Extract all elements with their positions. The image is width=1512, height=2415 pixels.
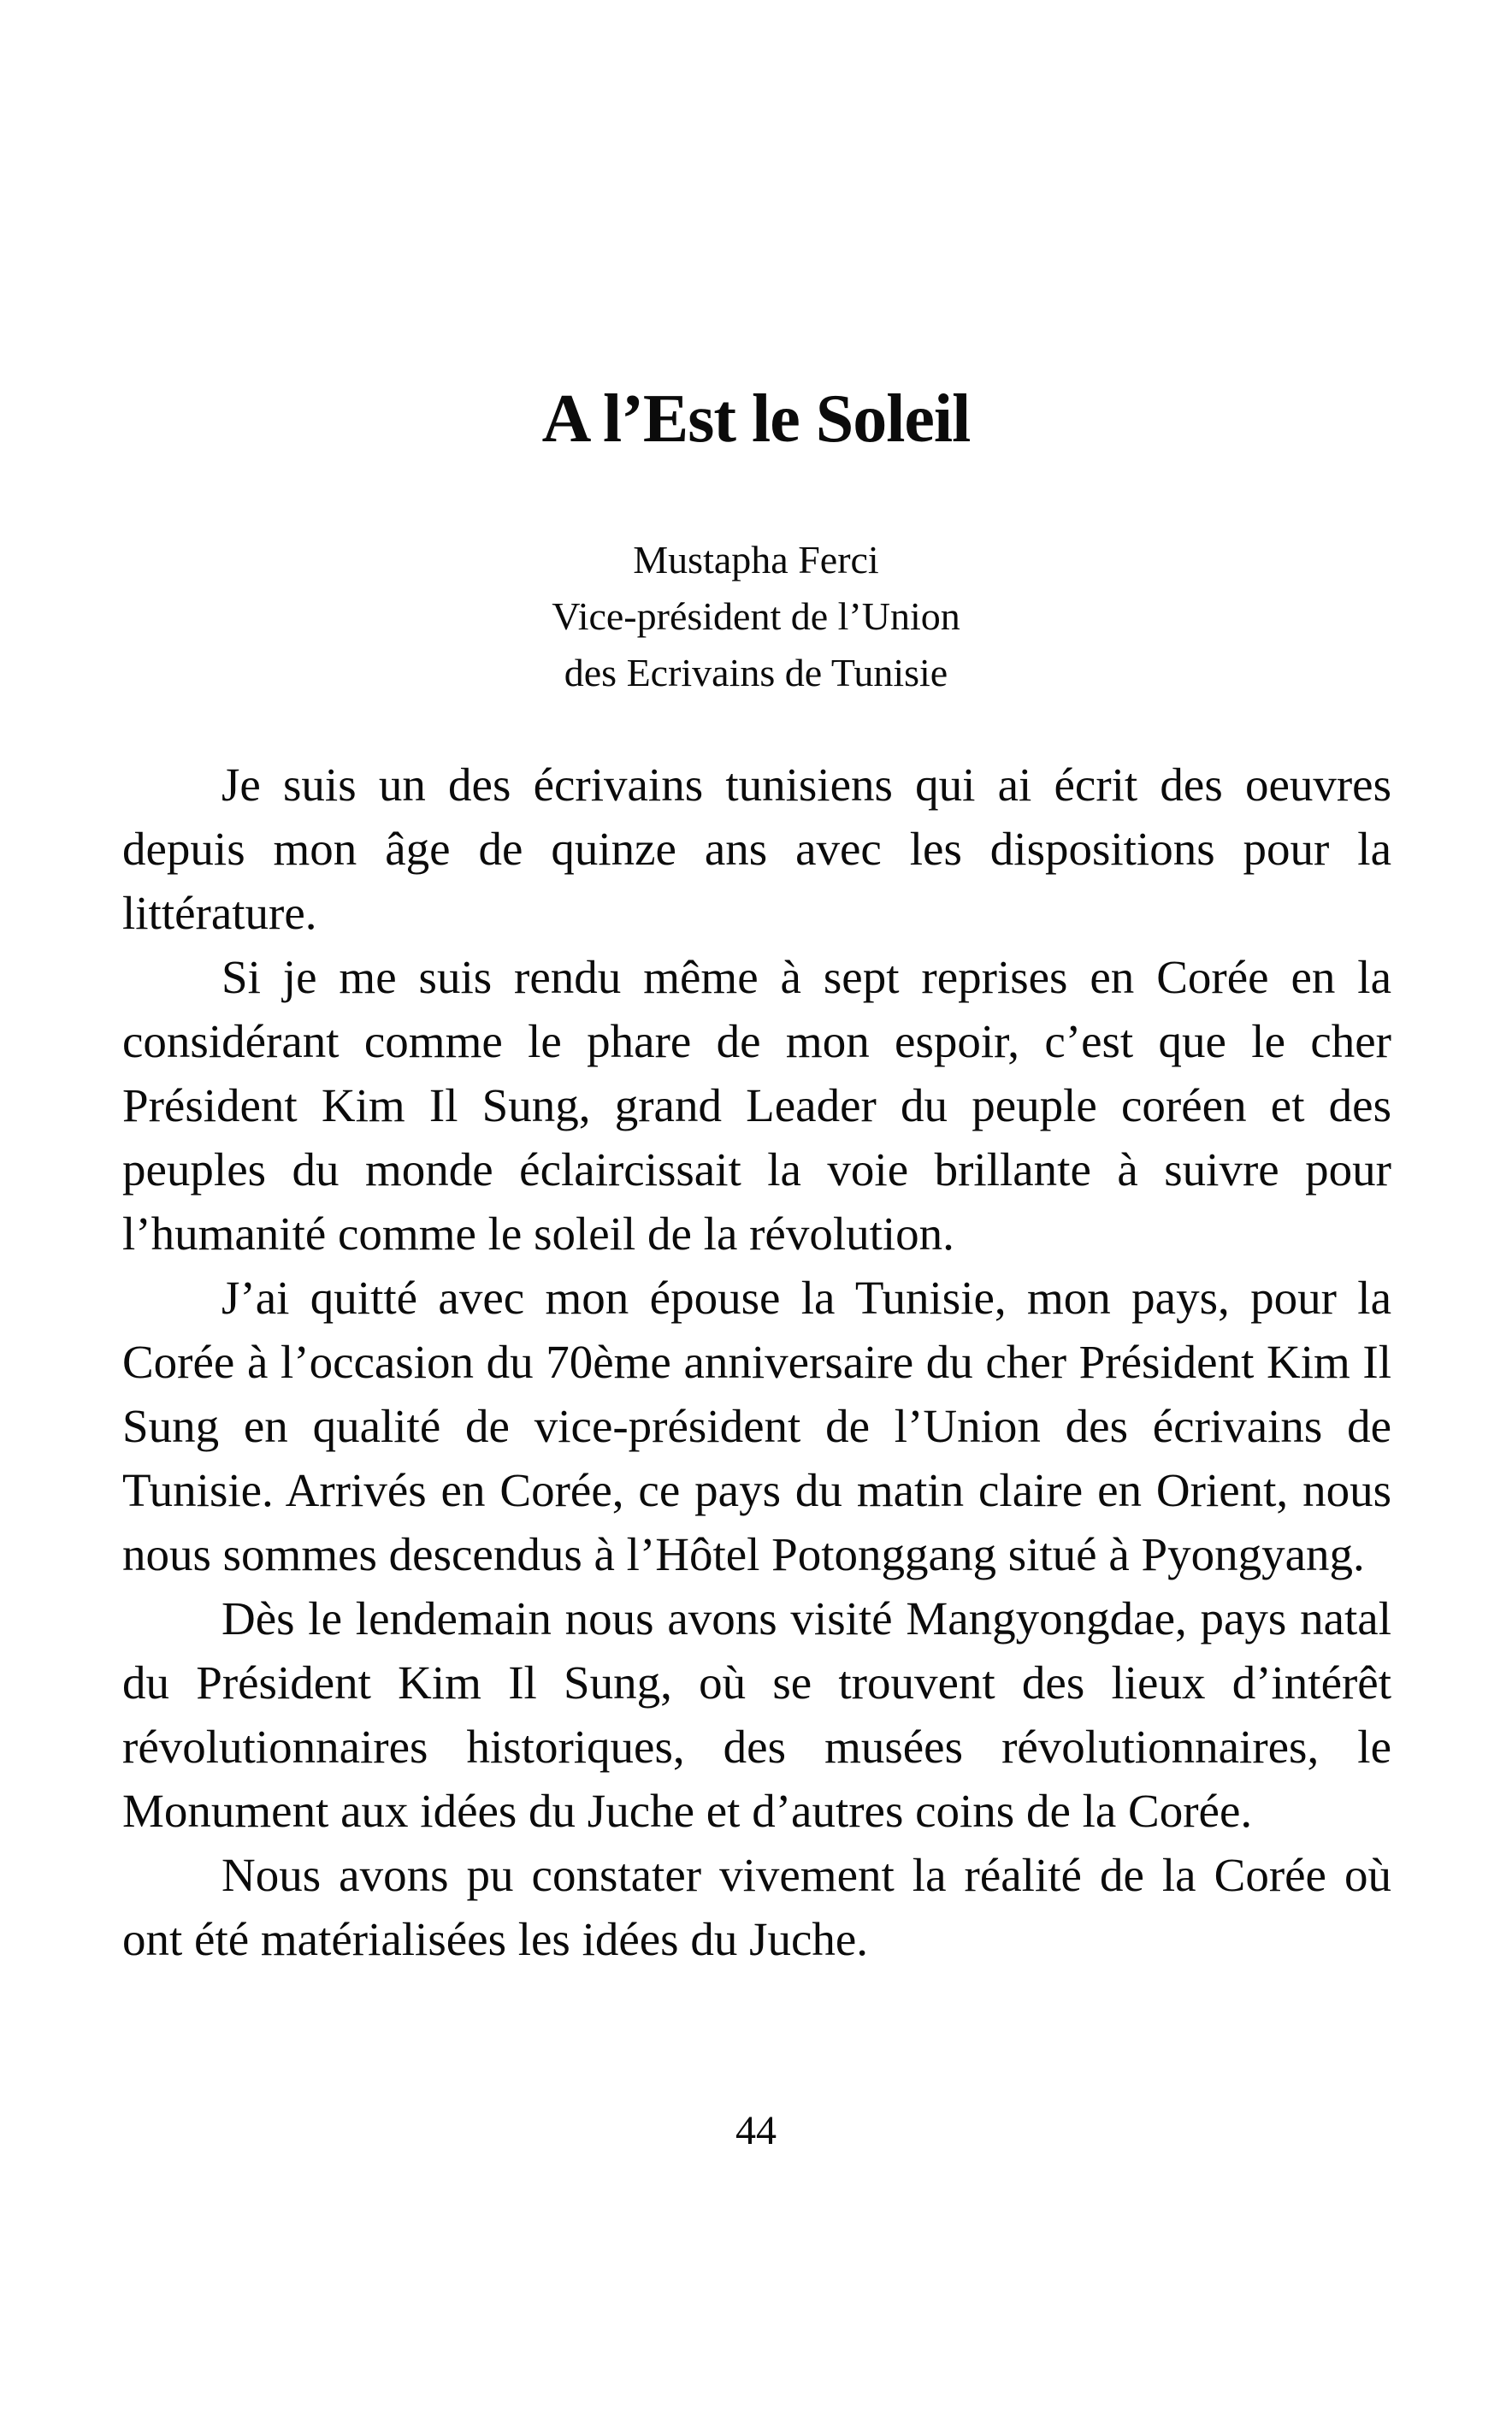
paragraph-3: J’ai quitté avec mon épouse la Tunisie, mon pays, pour la Corée à l’occasion du 70ème anniversaire du cher Président Kim Il Sung en qualité de vice-président de l’Union des écrivains de Tunisie. Arrivés en Corée, ce pays du matin claire en Orient, nous nous sommes descendus à l’Hôtel Potonggang situé à Pyongyang. [122,1272,1391,1580]
author-role-line-1: Vice-président de l’Union [552,594,960,638]
paragraph-1: Je suis un des écrivains tunisiens qui ai écrit des oeuvres depuis mon âge de quinze ans avec les dispositions pour la littérature. [122,759,1391,939]
page-title: A l’Est le Soleil [541,381,971,457]
paragraph-4: Dès le lendemain nous avons visité Mangyongdae, pays natal du Président Kim Il Sung, où se trouvent des lieux d’intérêt révolutionnaires historiques, des musées révolutionnaires, le Monument aux idées du Juche et d’autres coins de la Corée. [122,1592,1391,1837]
body-text [122,753,1391,1971]
author-role-line-2: des Ecrivains de Tunisie [564,651,948,694]
paragraph-5: Nous avons pu constater vivement la réalité de la Corée où ont été matérialisées les idées du Juche. [122,1849,1391,1965]
paragraph-2: Si je me suis rendu même à sept reprises en Corée en la considérant comme le phare de mon espoir, c’est que le cher Président Kim Il Sung, grand Leader du peuple coréen et des peuples du monde éclaircissait la voie brillante à suivre pour l’humanité comme le soleil de la révolution. [122,951,1391,1260]
page-number: 44 [735,2108,777,2153]
author-name: Mustapha Ferci [633,538,879,582]
author-byline [0,532,1512,701]
